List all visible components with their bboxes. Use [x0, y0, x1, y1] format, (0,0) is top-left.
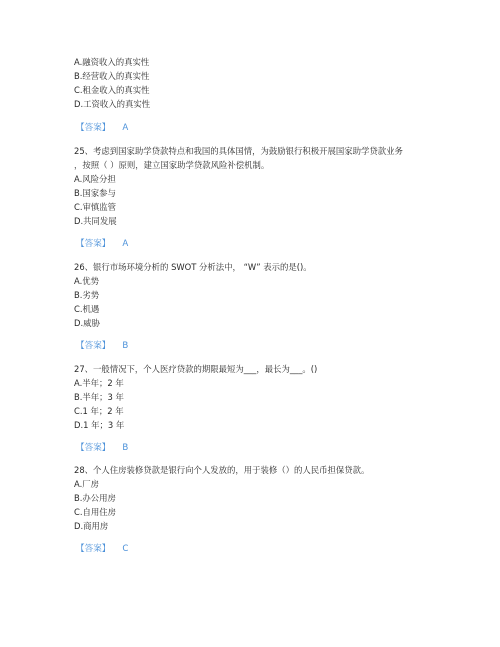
q28-answer [76, 544, 128, 555]
answer-value: B [122, 341, 129, 351]
q25-stem-line-1: 25、考虑到国家助学贷款特点和我国的具体国情，为鼓励银行积极开展国家助学贷款业务 [74, 146, 403, 156]
q28-stem: 28、个人住房装修贷款是银行向个人发放的，用于装修（）的人民币担保贷款。 [74, 465, 370, 475]
q25-option-b: B.国家参与 [74, 188, 116, 198]
answer-label: 【答案】 [76, 123, 111, 133]
answer-value: A [122, 123, 129, 133]
answer-value: C [122, 544, 129, 554]
q25-option-c: C.审慎监管 [74, 202, 117, 212]
q26-answer [76, 341, 128, 352]
q25-option-d: D.共同发展 [74, 216, 117, 226]
q26-option-a: A.优势 [74, 276, 99, 286]
q25-stem-line-2: ，按照（ ）原则，建立国家助学贷款风险补偿机制。 [74, 160, 270, 170]
q27-option-a: A.半年；2 年 [74, 378, 124, 388]
q24-option-b: B.经营收入的真实性 [74, 71, 150, 81]
answer-label: 【答案】 [76, 544, 111, 554]
q27-stem: 27、一般情况下，个人医疗贷款的期限最短为___，最长为___。() [74, 364, 318, 374]
answer-value: A [122, 239, 129, 249]
q27-answer [76, 443, 128, 454]
q24-option-d: D.工资收入的真实性 [74, 99, 151, 109]
q27-option-c: C.1 年；2 年 [74, 406, 124, 416]
q24-answer [76, 123, 128, 134]
q25-option-a: A.风险分担 [74, 174, 116, 184]
q28-option-b: B.办公用房 [74, 493, 116, 503]
answer-value: B [122, 443, 129, 453]
q26-stem: 26、银行市场环境分析的 SWOT 分析法中， “W” 表示的是()。 [74, 262, 312, 272]
answer-label: 【答案】 [76, 341, 111, 351]
q24-option-c: C.租金收入的真实性 [74, 85, 150, 95]
q26-option-c: C.机遇 [74, 304, 100, 314]
q28-option-d: D.商用房 [74, 521, 109, 531]
q27-option-b: B.半年；3 年 [74, 392, 124, 402]
q28-option-c: C.自用住房 [74, 507, 117, 517]
q24-option-a: A.融资收入的真实性 [74, 57, 150, 67]
q28-option-a: A.厂房 [74, 479, 99, 489]
q26-option-b: B.劣势 [74, 290, 100, 300]
answer-label: 【答案】 [76, 239, 111, 249]
answer-label: 【答案】 [76, 443, 111, 453]
q27-option-d: D.1 年；3 年 [74, 420, 125, 430]
q25-answer [76, 239, 128, 250]
q26-option-d: D.威胁 [74, 318, 100, 328]
